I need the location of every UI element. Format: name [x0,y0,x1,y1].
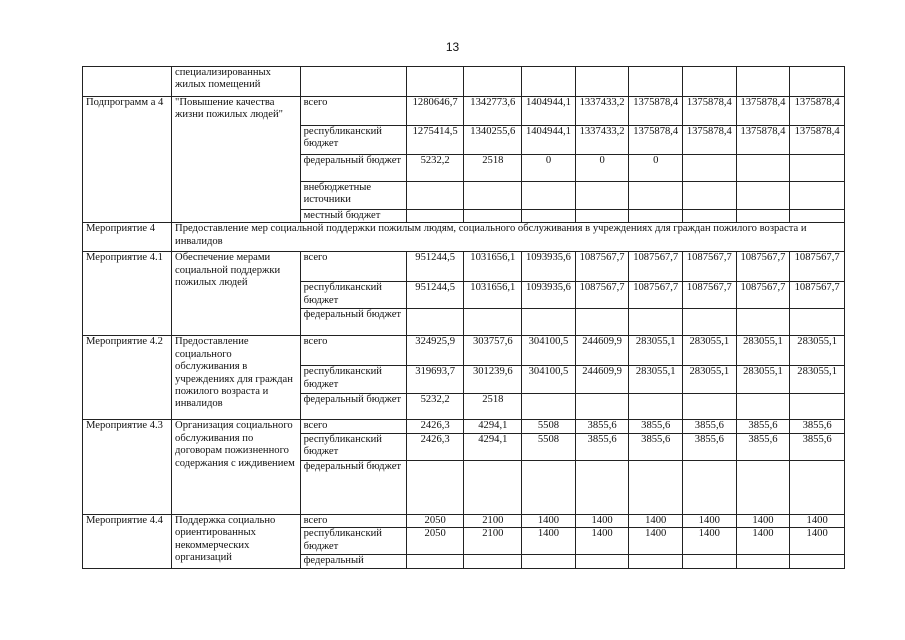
value-cell [790,460,845,514]
funding-source-cell: республиканский бюджет [300,433,406,460]
value-cell [736,210,790,223]
value-cell: 2050 [406,528,464,555]
value-cell [629,67,683,97]
value-cell: 1404944,1 [522,126,576,155]
program-name-cell: "Повышение качества жизни пожилых людей" [172,97,301,223]
value-cell [522,182,576,210]
program-name-cell: Обеспечение мерами социальной поддержки пожилых людей [172,252,301,336]
value-cell: 1337433,2 [575,97,629,126]
program-name-cell: специализированных жилых помещений [172,67,301,97]
value-cell: 1031656,1 [464,282,522,309]
value-cell [790,182,845,210]
value-cell: 301239,6 [464,366,522,394]
value-cell [575,394,629,420]
measure-title-cell: Предоставление мер социальной поддержки пожилым людям, социального обслуживания в учреждениях для граждан пожилого возраста и инвалидов [172,223,845,252]
value-cell: 951244,5 [406,282,464,309]
value-cell: 1087567,7 [736,282,790,309]
value-cell: 3855,6 [575,420,629,433]
value-cell: 1375878,4 [790,126,845,155]
funding-source-cell: внебюджетные источники [300,182,406,210]
value-cell: 5232,2 [406,394,464,420]
value-cell: 283055,1 [790,366,845,394]
value-cell: 1400 [575,528,629,555]
value-cell [736,555,790,569]
value-cell [406,460,464,514]
value-cell [464,210,522,223]
funding-source-cell: республиканский бюджет [300,126,406,155]
value-cell: 2518 [464,155,522,182]
value-cell [683,155,737,182]
value-cell: 5508 [522,420,576,433]
value-cell: 283055,1 [736,336,790,366]
value-cell [406,555,464,569]
value-cell: 1400 [736,528,790,555]
value-cell: 3855,6 [736,433,790,460]
funding-source-cell: республиканский бюджет [300,366,406,394]
value-cell: 1375878,4 [683,126,737,155]
funding-source-cell: всего [300,514,406,527]
value-cell: 283055,1 [629,336,683,366]
value-cell: 5508 [522,433,576,460]
funding-source-cell: всего [300,420,406,433]
value-cell: 3855,6 [575,433,629,460]
value-cell: 2100 [464,528,522,555]
value-cell [736,67,790,97]
value-cell: 1031656,1 [464,252,522,282]
program-code-cell: Мероприятие 4.4 [83,514,172,568]
value-cell [464,460,522,514]
value-cell: 2100 [464,514,522,527]
value-cell: 2426,3 [406,433,464,460]
value-cell [522,394,576,420]
value-cell: 1400 [790,514,845,527]
value-cell: 1093935,6 [522,252,576,282]
value-cell: 1375878,4 [736,97,790,126]
table-row [83,67,845,97]
value-cell [406,210,464,223]
value-cell: 1375878,4 [683,97,737,126]
program-code-cell: Мероприятие 4.2 [83,336,172,420]
value-cell: 1280646,7 [406,97,464,126]
value-cell [683,182,737,210]
value-cell [522,460,576,514]
value-cell [522,67,576,97]
value-cell [464,182,522,210]
value-cell [736,155,790,182]
funding-source-cell: республиканский бюджет [300,282,406,309]
value-cell [736,182,790,210]
funding-source-cell: местный бюджет [300,210,406,223]
program-code-cell: Мероприятие 4.1 [83,252,172,336]
value-cell: 0 [522,155,576,182]
funding-source-cell: федеральный бюджет [300,460,406,514]
program-code-cell [83,67,172,97]
value-cell [575,67,629,97]
program-name-cell: Предоставление социального обслуживания в учреждениях для граждан пожилого возраста и инвалидов [172,336,301,420]
value-cell: 1375878,4 [790,97,845,126]
program-name-cell: Организация социального обслуживания по договорам пожизненного содержания с иждивением [172,420,301,514]
value-cell: 1087567,7 [790,252,845,282]
funding-source-cell: федеральный [300,555,406,569]
value-cell: 1093935,6 [522,282,576,309]
value-cell: 1342773,6 [464,97,522,126]
value-cell: 3855,6 [629,420,683,433]
value-cell: 1400 [522,528,576,555]
table-row [83,97,845,126]
value-cell: 0 [629,155,683,182]
value-cell [736,394,790,420]
budget-table [82,66,845,569]
value-cell: 244609,9 [575,366,629,394]
table-body [83,67,845,569]
value-cell: 1400 [736,514,790,527]
value-cell: 3855,6 [683,420,737,433]
value-cell: 1087567,7 [683,252,737,282]
value-cell [575,555,629,569]
value-cell: 304100,5 [522,336,576,366]
value-cell [790,155,845,182]
value-cell: 1087567,7 [575,282,629,309]
value-cell: 1337433,2 [575,126,629,155]
value-cell: 1400 [683,514,737,527]
value-cell [575,210,629,223]
value-cell [406,67,464,97]
value-cell [790,394,845,420]
value-cell: 1400 [790,528,845,555]
value-cell [629,555,683,569]
measure-code-cell: Мероприятие 4 [83,223,172,252]
value-cell [629,394,683,420]
value-cell: 3855,6 [790,433,845,460]
value-cell [464,555,522,569]
value-cell [522,555,576,569]
value-cell [575,460,629,514]
table-row [83,420,845,433]
value-cell: 2426,3 [406,420,464,433]
value-cell: 1375878,4 [736,126,790,155]
value-cell [629,309,683,336]
value-cell: 3855,6 [683,433,737,460]
value-cell: 1400 [683,528,737,555]
value-cell: 2518 [464,394,522,420]
value-cell [790,210,845,223]
value-cell [736,309,790,336]
value-cell: 1400 [629,514,683,527]
value-cell: 0 [575,155,629,182]
value-cell: 4294,1 [464,433,522,460]
funding-source-cell: всего [300,336,406,366]
value-cell: 1375878,4 [629,126,683,155]
value-cell [736,460,790,514]
table-row [83,252,845,282]
program-code-cell: Мероприятие 4.3 [83,420,172,514]
value-cell [406,309,464,336]
value-cell: 319693,7 [406,366,464,394]
table-row [83,336,845,366]
funding-source-cell: федеральный бюджет [300,309,406,336]
funding-source-cell [300,67,406,97]
value-cell: 1087567,7 [575,252,629,282]
value-cell: 2050 [406,514,464,527]
value-cell: 1400 [575,514,629,527]
value-cell: 283055,1 [683,366,737,394]
value-cell: 1400 [522,514,576,527]
value-cell [464,309,522,336]
value-cell: 1404944,1 [522,97,576,126]
value-cell: 1375878,4 [629,97,683,126]
value-cell: 283055,1 [629,366,683,394]
value-cell [683,460,737,514]
value-cell [790,67,845,97]
funding-source-cell: республиканский бюджет [300,528,406,555]
value-cell: 3855,6 [790,420,845,433]
value-cell: 3855,6 [629,433,683,460]
value-cell [575,182,629,210]
table-row [83,514,845,527]
value-cell: 3855,6 [736,420,790,433]
funding-source-cell: федеральный бюджет [300,155,406,182]
value-cell: 303757,6 [464,336,522,366]
value-cell: 304100,5 [522,366,576,394]
value-cell [683,309,737,336]
value-cell [522,309,576,336]
funding-source-cell: федеральный бюджет [300,394,406,420]
funding-source-cell: всего [300,97,406,126]
value-cell: 5232,2 [406,155,464,182]
value-cell [629,210,683,223]
value-cell: 324925,9 [406,336,464,366]
value-cell [575,309,629,336]
value-cell: 283055,1 [683,336,737,366]
value-cell: 951244,5 [406,252,464,282]
value-cell: 283055,1 [790,336,845,366]
table-row [83,223,845,252]
value-cell: 244609,9 [575,336,629,366]
value-cell [683,210,737,223]
value-cell [683,555,737,569]
value-cell [683,394,737,420]
program-code-cell: Подпрограмм а 4 [83,97,172,223]
value-cell [683,67,737,97]
value-cell [790,555,845,569]
value-cell: 1087567,7 [629,282,683,309]
value-cell [406,182,464,210]
value-cell [629,182,683,210]
page-number: 13 [445,40,460,54]
value-cell: 1087567,7 [790,282,845,309]
value-cell: 1087567,7 [629,252,683,282]
value-cell [629,460,683,514]
value-cell: 1087567,7 [683,282,737,309]
funding-source-cell: всего [300,252,406,282]
value-cell [522,210,576,223]
value-cell [790,309,845,336]
value-cell: 283055,1 [736,366,790,394]
value-cell: 1275414,5 [406,126,464,155]
value-cell [464,67,522,97]
program-name-cell: Поддержка социально ориентированных некоммерческих организаций [172,514,301,568]
value-cell: 4294,1 [464,420,522,433]
value-cell: 1087567,7 [736,252,790,282]
value-cell: 1340255,6 [464,126,522,155]
value-cell: 1400 [629,528,683,555]
